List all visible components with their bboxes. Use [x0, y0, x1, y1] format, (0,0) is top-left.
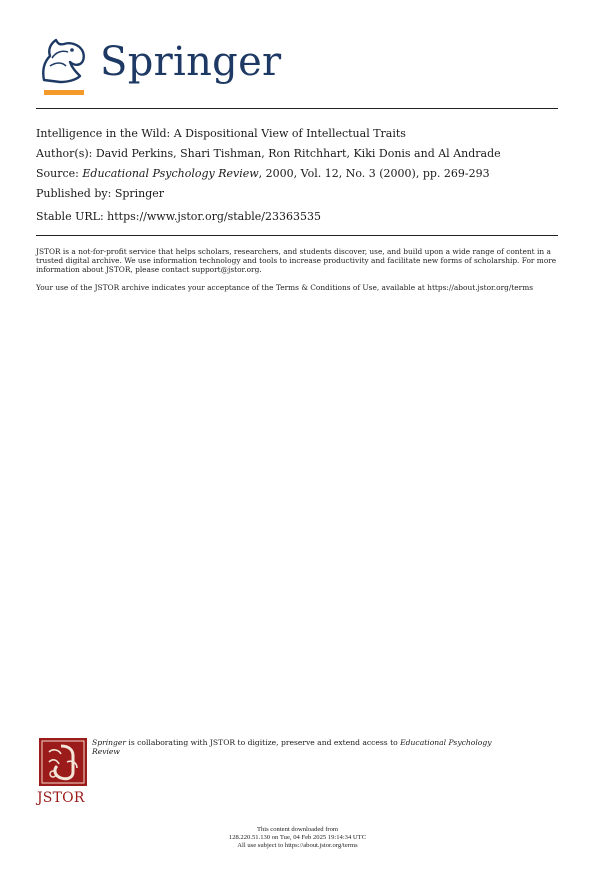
springer-logo: [36, 36, 296, 96]
collab-journal: Educational Psychology Review: [92, 738, 492, 756]
jstor-wordmark: JSTOR: [37, 790, 85, 806]
terms-notice: Your use of the JSTOR archive indicates your acceptance of the Terms & Conditions of Use, available at https://about.jstor.org/terms: [36, 283, 533, 292]
divider: [36, 108, 558, 109]
collab-text: is collaborating with JSTOR to digitize, preserve and extend access to: [126, 738, 401, 747]
article-title: Intelligence in the Wild: A Dispositional View of Intellectual Traits: [36, 127, 406, 140]
footer-line-1: This content downloaded from: [256, 826, 339, 833]
source-details: , 2000, Vol. 12, No. 3 (2000), pp. 269-293: [258, 167, 490, 180]
logo-wordmark: Springer: [100, 39, 282, 85]
source-line: [36, 167, 490, 181]
divider: [36, 235, 558, 236]
springer-horse-icon: [36, 36, 88, 88]
jstor-emblem-icon: [39, 738, 87, 786]
collaboration-note: [92, 738, 512, 756]
collab-publisher: Springer: [92, 738, 126, 747]
stable-url-line: [36, 210, 321, 224]
published-label: Published by:: [36, 187, 112, 200]
publisher: Springer: [114, 187, 165, 200]
source-label: Source:: [36, 167, 79, 180]
authors-label: Author(s):: [36, 147, 93, 160]
logo-accent-bar: [44, 90, 84, 95]
stable-url-link[interactable]: https://www.jstor.org/stable/23363535: [107, 210, 321, 223]
journal-title: Educational Psychology Review: [82, 167, 259, 180]
jstor-about-notice: JSTOR is a not-for-profit service that helps scholars, researchers, and students discover, use, and build upon a wide range of content in a trusted digital archive. We use information technology and tools to increase productivity and facilitate new forms of scholarship. For more information about JSTOR, please contact support@jstor.org.: [36, 247, 557, 274]
authors: David Perkins, Shari Tishman, Ron Ritchhart, Kiki Donis and Al Andrade: [95, 147, 501, 160]
download-footer: [0, 826, 595, 850]
stable-url-label: Stable URL:: [36, 210, 104, 223]
authors-line: [36, 147, 501, 161]
footer-line-3: All use subject to https://about.jstor.org/terms: [237, 842, 358, 849]
footer-line-2: 128.220.51.130 on Tue, 04 Feb 2025 19:14:34 UTC: [228, 834, 367, 841]
publisher-line: [36, 187, 164, 201]
